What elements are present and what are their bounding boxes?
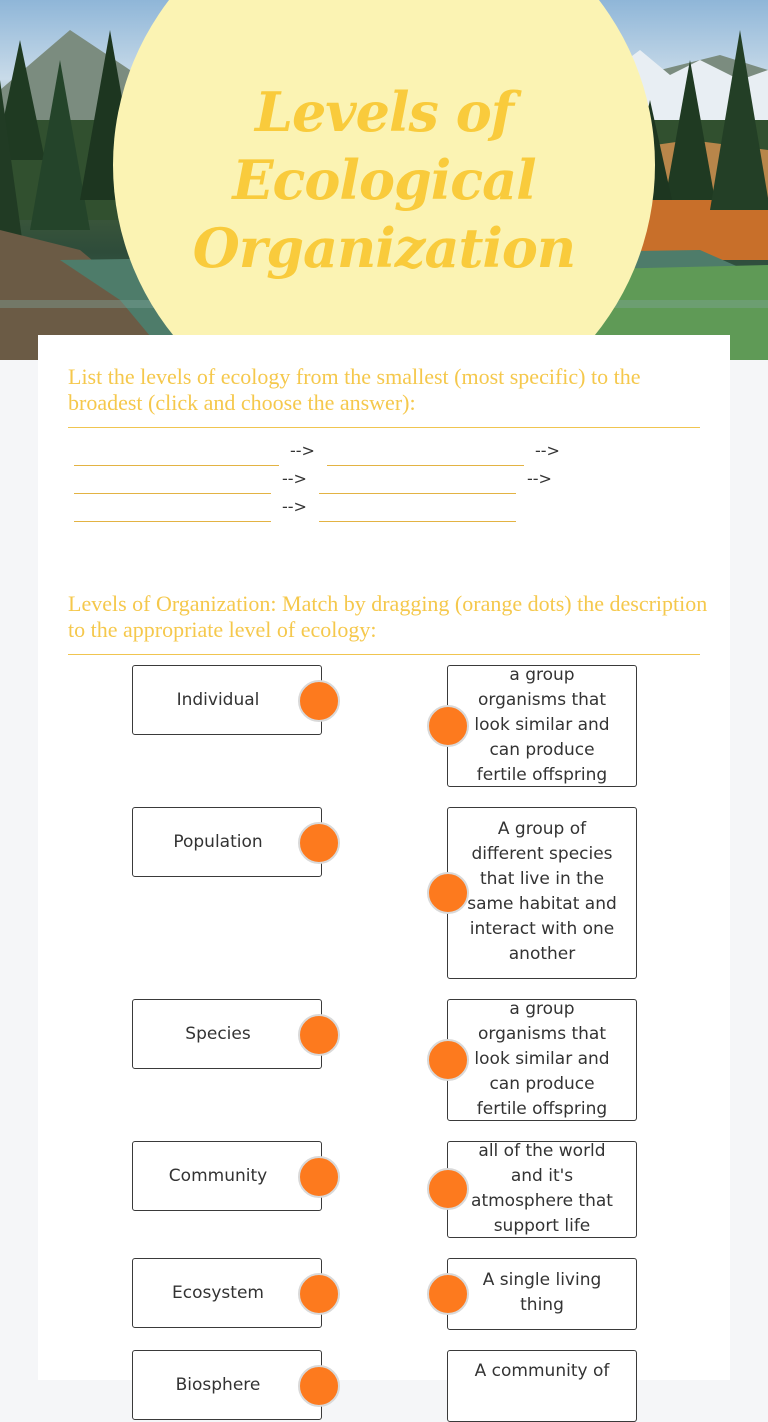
description-box	[447, 665, 637, 787]
drag-dot[interactable]	[427, 1039, 469, 1081]
description-box	[447, 1258, 637, 1330]
description-text: a group organisms that look similar and can produce fertile offspring	[474, 664, 610, 785]
term-label: Population	[173, 831, 263, 852]
description-text: all of the world and it's atmosphere that support life	[471, 1140, 613, 1236]
description-text: A group of different species that live in the same habitat and interact with one another	[467, 819, 617, 964]
section-divider	[68, 427, 700, 428]
drag-dot[interactable]	[298, 680, 340, 722]
description-text: A single living thing	[482, 1270, 602, 1315]
drag-dot[interactable]	[298, 1365, 340, 1407]
term-label: Individual	[176, 689, 260, 710]
drag-dot[interactable]	[298, 1273, 340, 1315]
header-banner	[0, 0, 768, 360]
arrow-label: -->	[290, 441, 315, 460]
answer-blank-5[interactable]	[74, 520, 271, 522]
arrow-label: -->	[282, 497, 307, 516]
ordering-instruction: List the levels of ecology from the smallest (most specific) to the broadest (click and choose the answer):	[68, 364, 641, 415]
answer-blank-1[interactable]	[74, 464, 279, 466]
section-divider	[68, 654, 700, 655]
drag-dot[interactable]	[298, 1156, 340, 1198]
drag-dot[interactable]	[298, 1014, 340, 1056]
answer-blank-4[interactable]	[319, 492, 516, 494]
term-box	[132, 665, 322, 735]
worksheet-card	[38, 335, 730, 1395]
arrow-label: -->	[535, 441, 560, 460]
term-box	[132, 807, 322, 877]
matching-instruction: Levels of Organization: Match by dragging (orange dots) the description to the appropriate level of ecology:	[68, 591, 708, 642]
drag-dot[interactable]	[427, 872, 469, 914]
answer-blank-2[interactable]	[327, 464, 524, 466]
drag-dot[interactable]	[298, 822, 340, 864]
description-text: A community of	[474, 1361, 610, 1381]
term-label: Biosphere	[175, 1374, 261, 1395]
description-box	[447, 1141, 637, 1238]
drag-dot[interactable]	[427, 705, 469, 747]
drag-dot[interactable]	[427, 1273, 469, 1315]
term-box	[132, 1350, 322, 1420]
answer-blank-3[interactable]	[74, 492, 271, 494]
page-title: Levels of Ecological Organization	[192, 80, 576, 280]
drag-dot[interactable]	[427, 1168, 469, 1210]
term-box	[132, 999, 322, 1069]
description-box	[447, 807, 637, 979]
description-box	[447, 1350, 637, 1422]
term-label: Species	[185, 1023, 251, 1044]
term-box	[132, 1258, 322, 1328]
arrow-label: -->	[282, 469, 307, 488]
term-box	[132, 1141, 322, 1211]
answer-blank-6[interactable]	[319, 520, 516, 522]
term-label: Community	[168, 1165, 268, 1186]
description-box	[447, 999, 637, 1121]
term-label: Ecosystem	[172, 1282, 264, 1303]
description-text: a group organisms that look similar and can produce fertile offspring	[474, 998, 610, 1119]
arrow-label: -->	[527, 469, 552, 488]
